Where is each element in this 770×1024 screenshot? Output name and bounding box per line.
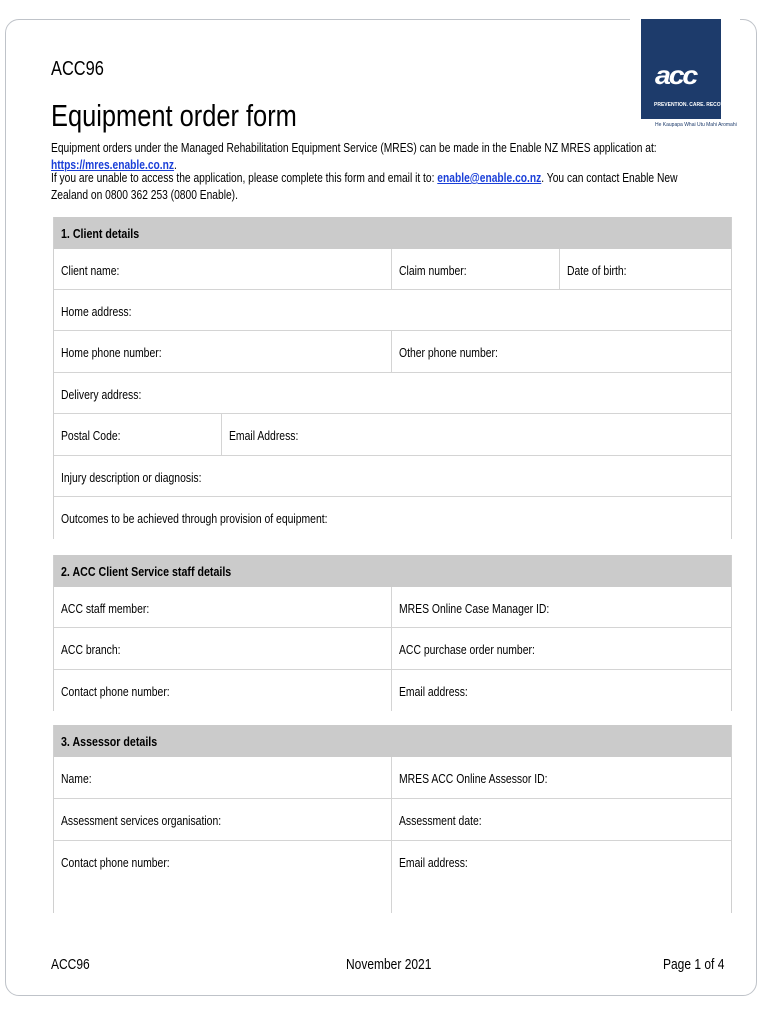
field-label: ACC staff member: [61, 601, 150, 616]
intro-text-1: Equipment orders under the Managed Rehabilitation Equipment Service (MRES) can be made in the Enable NZ MRES application at: [51, 141, 657, 155]
section-title: 2. ACC Client Service staff details [61, 563, 232, 579]
section-header [54, 217, 731, 249]
form-row [54, 757, 731, 799]
form-row [54, 628, 731, 670]
home-phone-field[interactable] [54, 331, 392, 372]
form-row [54, 290, 731, 331]
assessor-email-field[interactable] [392, 841, 731, 913]
section-title: 3. Assessor details [61, 733, 158, 749]
email-address-field[interactable] [222, 414, 731, 455]
field-label: Assessment services organisation: [61, 813, 222, 828]
field-label: Client name: [61, 263, 120, 278]
staff-member-field[interactable] [54, 587, 392, 627]
form-row [54, 670, 731, 711]
field-label: Email Address: [229, 428, 299, 443]
footer-date: November 2021 [346, 956, 432, 973]
form-row [54, 799, 731, 841]
form-row [54, 331, 731, 373]
acc-logo-mark: acc [655, 60, 697, 90]
intro-paragraph-2 [51, 170, 717, 204]
field-label: Name: [61, 771, 92, 786]
assessor-name-field[interactable] [54, 757, 392, 798]
intro-end-1: . [174, 158, 177, 172]
section-header [54, 725, 731, 757]
acc-logo-tagline: He Kaupapa Whai Utu Mahi Aromahi [655, 122, 737, 128]
field-label: Contact phone number: [61, 855, 170, 870]
assessment-organisation-field[interactable] [54, 799, 392, 840]
acc-logo-name: PREVENTION. CARE. RECOVERY. [654, 102, 735, 108]
case-manager-id-field[interactable] [392, 587, 731, 627]
staff-contact-phone-field[interactable] [54, 670, 392, 711]
date-of-birth-field[interactable] [560, 249, 731, 289]
field-label: MRES ACC Online Assessor ID: [399, 771, 548, 786]
section-header [54, 555, 731, 587]
other-phone-field[interactable] [392, 331, 731, 372]
assessment-date-field[interactable] [392, 799, 731, 840]
field-label: Injury description or diagnosis: [61, 470, 202, 485]
acc-branch-field[interactable] [54, 628, 392, 669]
page-title: Equipment order form [51, 98, 297, 133]
field-label: Home phone number: [61, 345, 162, 360]
field-label: Other phone number: [399, 345, 498, 360]
assessor-details-section [53, 725, 732, 913]
intro-end-2: . You can contact Enable New Zealand on 0800 362 253 (0800 Enable). [51, 171, 678, 202]
field-label: Postal Code: [61, 428, 121, 443]
field-label: Email address: [399, 684, 468, 699]
form-row [54, 373, 731, 414]
form-row [54, 587, 731, 628]
field-label: Contact phone number: [61, 684, 170, 699]
intro-text-2: If you are unable to access the application, please complete this form and email it to: [51, 171, 438, 185]
staff-details-section [53, 555, 732, 711]
field-label: Home address: [61, 304, 132, 319]
form-row [54, 414, 731, 456]
field-label: Date of birth: [567, 263, 627, 278]
enable-email-link[interactable]: enable@enable.co.nz [437, 171, 542, 185]
claim-number-field[interactable] [392, 249, 560, 289]
form-row [54, 497, 731, 539]
assessor-id-field[interactable] [392, 757, 731, 798]
injury-description-field[interactable] [54, 456, 731, 496]
field-label: MRES Online Case Manager ID: [399, 601, 550, 616]
intro-paragraph-1 [51, 140, 717, 174]
form-row [54, 841, 731, 913]
field-label: Outcomes to be achieved through provision of equipment: [61, 511, 328, 526]
purchase-order-field[interactable] [392, 628, 731, 669]
client-name-field[interactable] [54, 249, 392, 289]
form-code: ACC96 [51, 58, 104, 80]
field-label: Email address: [399, 855, 468, 870]
assessor-contact-phone-field[interactable] [54, 841, 392, 913]
client-details-section [53, 217, 732, 539]
home-address-field[interactable] [54, 290, 731, 330]
mres-link[interactable]: https://mres.enable.co.nz [51, 158, 175, 172]
footer-page-number: Page 1 of 4 [663, 956, 725, 973]
staff-email-field[interactable] [392, 670, 731, 711]
form-row [54, 456, 731, 497]
delivery-address-field[interactable] [54, 373, 731, 413]
postal-code-field[interactable] [54, 414, 222, 455]
outcomes-field[interactable] [54, 497, 731, 539]
field-label: Assessment date: [399, 813, 482, 828]
form-row [54, 249, 731, 290]
footer-form-code: ACC96 [51, 956, 90, 973]
field-label: Claim number: [399, 263, 467, 278]
section-title: 1. Client details [61, 225, 140, 241]
field-label: Delivery address: [61, 387, 142, 402]
field-label: ACC purchase order number: [399, 642, 535, 657]
field-label: ACC branch: [61, 642, 121, 657]
